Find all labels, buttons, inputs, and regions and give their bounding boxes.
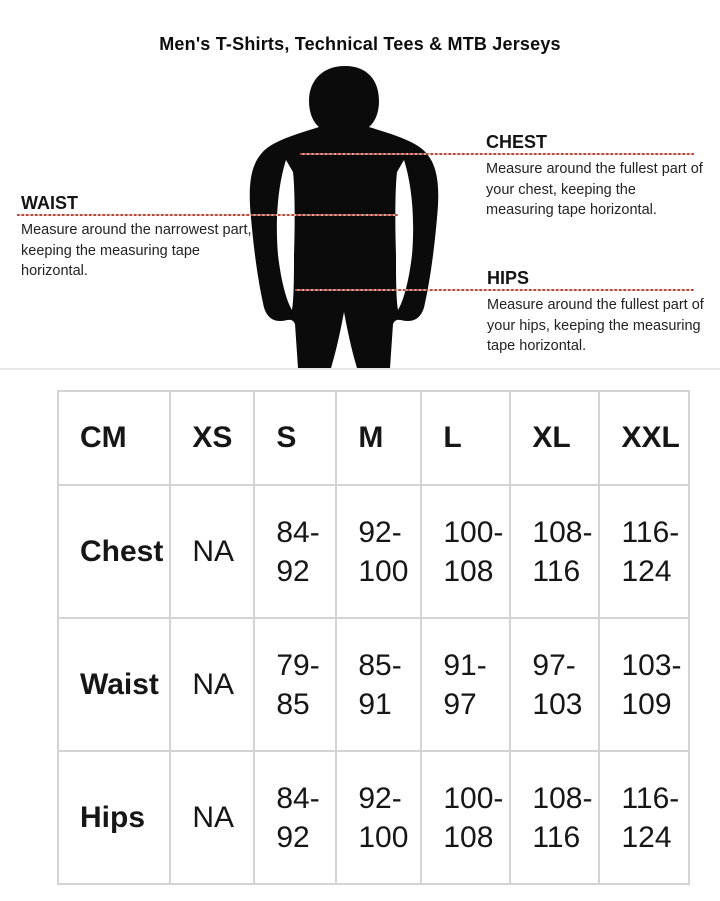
size-value: 97-103: [532, 648, 583, 721]
size-value: NA: [192, 668, 235, 701]
size-value: 91-97: [443, 648, 487, 721]
size-cell: [170, 618, 254, 751]
size-value: 100-108: [443, 515, 504, 588]
row-label-hips: Hips: [58, 751, 170, 884]
size-value: 100-108: [443, 781, 504, 854]
column-header-unit: CM: [58, 391, 170, 485]
size-cell: [599, 618, 688, 751]
size-value: 108-116: [532, 515, 593, 588]
waist-annotation-text: Measure around the narrowest part, keeping the measuring tape horizontal.: [21, 222, 252, 279]
chest-annotation-label: CHEST: [486, 132, 548, 152]
size-cell: [336, 618, 421, 751]
size-value: 84-92: [276, 515, 320, 588]
size-cell: [170, 485, 254, 618]
hips-annotation-text: Measure around the fullest part of your hips, keeping the measuring tape horizontal.: [487, 297, 704, 354]
column-header-m: M: [336, 391, 421, 485]
row-label-waist: Waist: [58, 618, 170, 751]
size-value: 108-116: [532, 781, 593, 854]
size-value: NA: [192, 535, 235, 568]
size-cell: [254, 751, 336, 884]
size-value: 79-85: [276, 648, 320, 721]
table-row-hips: [58, 751, 689, 884]
size-cell: [599, 485, 688, 618]
size-value: 116-124: [621, 515, 680, 588]
column-header-xxl: XXL: [599, 391, 688, 485]
measurement-diagram: [0, 60, 720, 370]
hips-annotation-label: HIPS: [487, 268, 530, 288]
size-value: 84-92: [276, 781, 320, 854]
size-value: 92-100: [358, 781, 409, 854]
hips-measure-line: [295, 289, 694, 291]
size-cell: [599, 751, 688, 884]
header-row: [58, 391, 689, 485]
size-cell: [336, 751, 421, 884]
size-value: 103-109: [621, 648, 682, 721]
size-value: 116-124: [621, 781, 680, 854]
size-cell: [421, 618, 510, 751]
waist-annotation-label: WAIST: [21, 193, 78, 213]
column-header-l: L: [421, 391, 510, 485]
size-cell: [254, 618, 336, 751]
size-cell: [510, 618, 599, 751]
column-header-xl: XL: [510, 391, 599, 485]
size-chart-table: [57, 390, 690, 885]
table-row-waist: [58, 618, 689, 751]
table-row-chest: [58, 485, 689, 618]
size-value: NA: [192, 801, 235, 834]
size-cell: [421, 485, 510, 618]
size-cell: [336, 485, 421, 618]
size-cell: [510, 751, 599, 884]
waist-measure-line: [17, 214, 398, 216]
chest-measure-line: [300, 153, 694, 155]
size-cell: [254, 485, 336, 618]
column-header-xs: XS: [170, 391, 254, 485]
size-value: 92-100: [358, 515, 409, 588]
page-title: Men's T-Shirts, Technical Tees & MTB Jerseys: [159, 34, 561, 54]
size-cell: [510, 485, 599, 618]
size-cell: [421, 751, 510, 884]
column-header-s: S: [254, 391, 336, 485]
chest-annotation-text: Measure around the fullest part of your chest, keeping the measuring tape horizontal.: [486, 161, 703, 218]
size-value: 85-91: [358, 648, 402, 721]
row-label-chest: Chest: [58, 485, 170, 618]
size-cell: [170, 751, 254, 884]
